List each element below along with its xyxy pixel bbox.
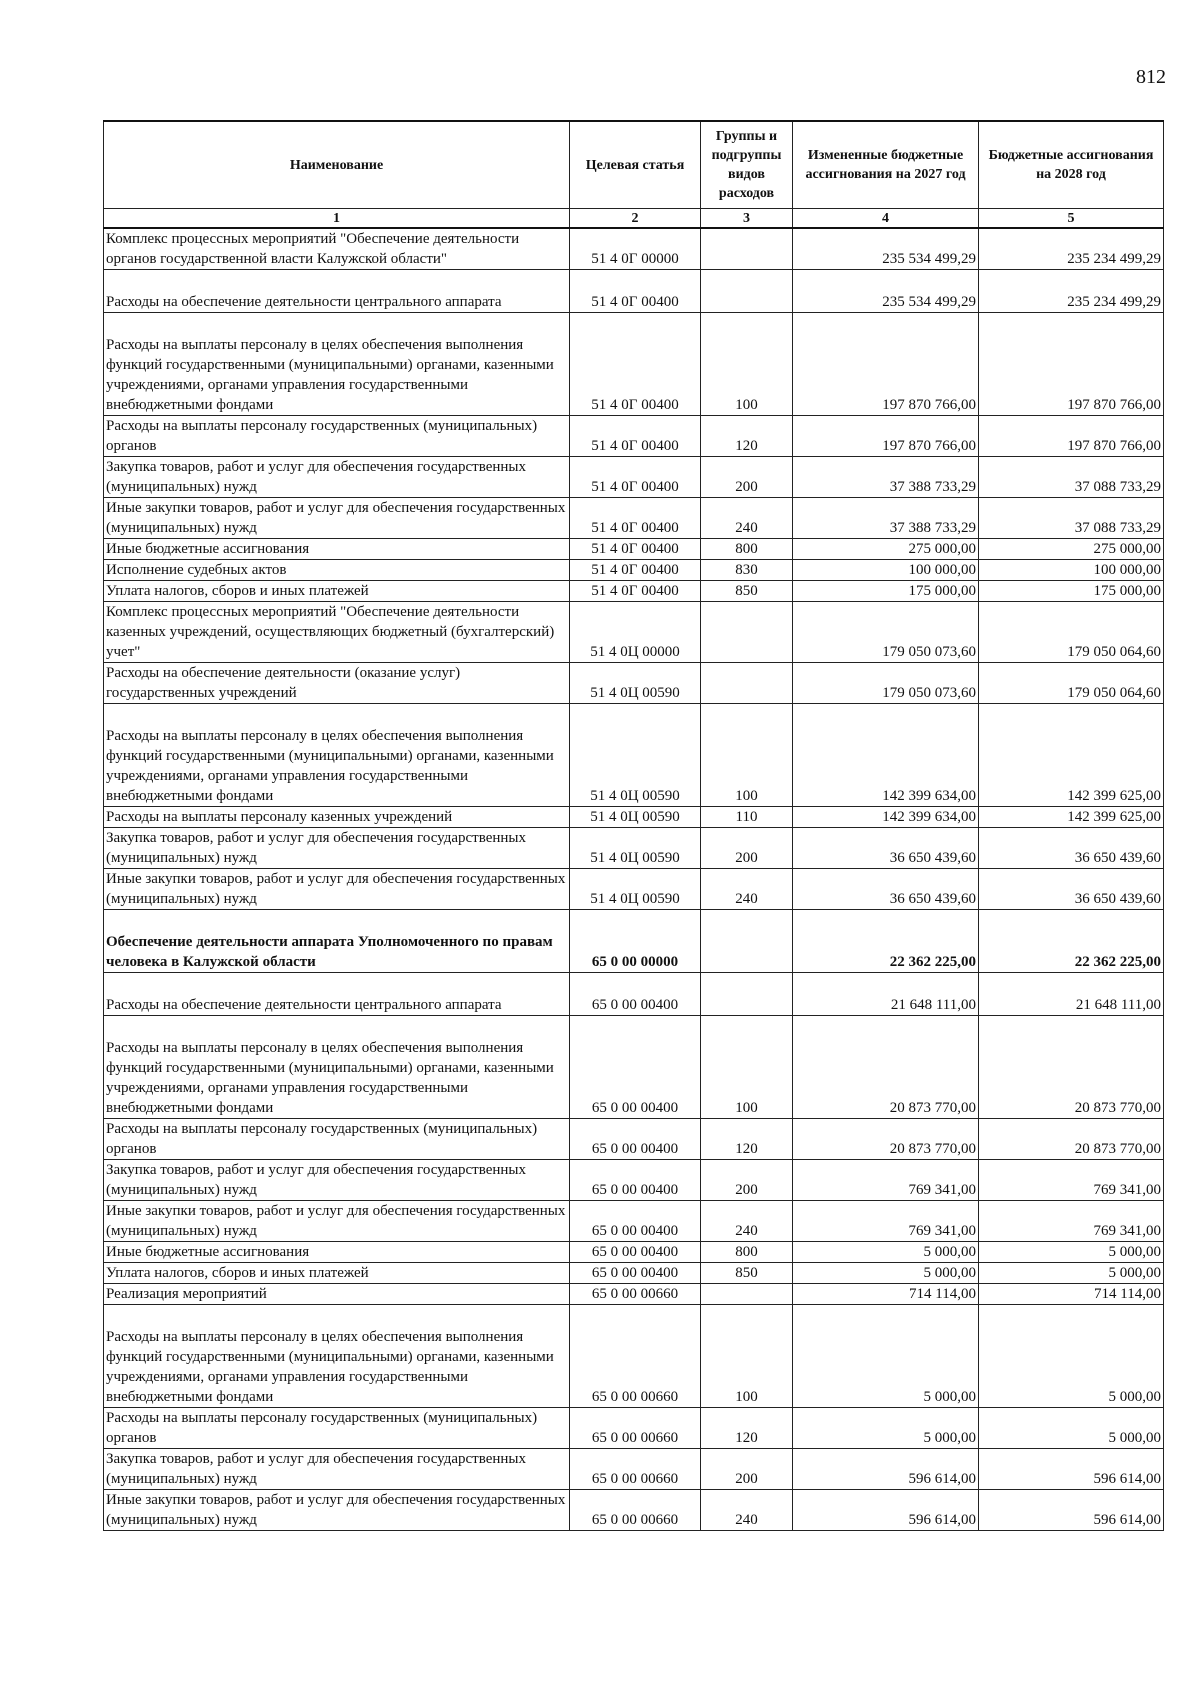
row-amount-2028: 142 399 625,00 [979,807,1164,828]
row-expense-group [701,910,793,973]
row-amount-2027: 179 050 073,60 [793,602,979,663]
row-name: Закупка товаров, работ и услуг для обеспечения государственных (муниципальных) нужд [104,457,570,498]
header-name: Наименование [104,121,570,209]
row-expense-group: 240 [701,1201,793,1242]
table-row [104,457,1164,498]
row-name: Расходы на выплаты персоналу в целях обеспечения выполнения функций государственными (муниципальными) органами, казенными учреждениями, органами управления государственными внебюджетными фондами [104,1305,570,1408]
table-row [104,1449,1164,1490]
table-row [104,704,1164,807]
row-expense-group: 120 [701,1119,793,1160]
table-row [104,1263,1164,1284]
row-target-article: 51 4 0Г 00400 [570,416,701,457]
row-expense-group: 800 [701,1242,793,1263]
row-name: Расходы на выплаты персоналу государственных (муниципальных) органов [104,1408,570,1449]
table-row [104,869,1164,910]
row-name: Расходы на выплаты персоналу в целях обеспечения выполнения функций государственными (муниципальными) органами, казенными учреждениями, органами управления государственными внебюджетными фондами [104,1016,570,1119]
row-name: Исполнение судебных актов [104,560,570,581]
header-num-1: 1 [104,209,570,229]
row-expense-group: 100 [701,313,793,416]
table-row [104,270,1164,313]
row-target-article: 65 0 00 00400 [570,1201,701,1242]
header-expense-groups: Группы и подгруппы видов расходов [701,121,793,209]
table-row [104,1160,1164,1201]
row-amount-2027: 175 000,00 [793,581,979,602]
row-amount-2027: 20 873 770,00 [793,1016,979,1119]
row-expense-group: 800 [701,539,793,560]
row-target-article: 51 4 0Ц 00590 [570,869,701,910]
table-row [104,1016,1164,1119]
row-amount-2028: 596 614,00 [979,1490,1164,1531]
row-amount-2028: 179 050 064,60 [979,602,1164,663]
row-amount-2028: 37 088 733,29 [979,498,1164,539]
row-name: Обеспечение деятельности аппарата Уполномоченного по правам человека в Калужской области [104,910,570,973]
budget-table [103,120,1164,1531]
row-amount-2027: 21 648 111,00 [793,973,979,1016]
row-amount-2027: 197 870 766,00 [793,313,979,416]
row-expense-group [701,663,793,704]
table-row [104,1305,1164,1408]
row-name: Иные бюджетные ассигнования [104,539,570,560]
row-amount-2027: 20 873 770,00 [793,1119,979,1160]
row-target-article: 65 0 00 00400 [570,1160,701,1201]
table-row [104,973,1164,1016]
table-row [104,1284,1164,1305]
row-amount-2028: 175 000,00 [979,581,1164,602]
row-amount-2027: 100 000,00 [793,560,979,581]
row-expense-group: 100 [701,704,793,807]
row-amount-2028: 142 399 625,00 [979,704,1164,807]
table-row [104,910,1164,973]
row-amount-2028: 275 000,00 [979,539,1164,560]
row-target-article: 51 4 0Г 00400 [570,498,701,539]
row-amount-2028: 714 114,00 [979,1284,1164,1305]
row-name: Реализация мероприятий [104,1284,570,1305]
row-amount-2027: 5 000,00 [793,1263,979,1284]
table-row [104,228,1164,270]
row-target-article: 65 0 00 00660 [570,1284,701,1305]
table-row [104,828,1164,869]
row-amount-2028: 769 341,00 [979,1201,1164,1242]
row-amount-2027: 769 341,00 [793,1201,979,1242]
row-name: Закупка товаров, работ и услуг для обеспечения государственных (муниципальных) нужд [104,828,570,869]
row-amount-2028: 5 000,00 [979,1408,1164,1449]
row-expense-group: 240 [701,498,793,539]
row-amount-2027: 769 341,00 [793,1160,979,1201]
row-amount-2027: 36 650 439,60 [793,869,979,910]
row-amount-2028: 235 234 499,29 [979,270,1164,313]
row-expense-group: 240 [701,869,793,910]
table-body [104,228,1164,1531]
header-num-4: 4 [793,209,979,229]
header-num-3: 3 [701,209,793,229]
table-row [104,498,1164,539]
row-target-article: 51 4 0Ц 00590 [570,807,701,828]
row-target-article: 51 4 0Г 00400 [570,539,701,560]
row-target-article: 51 4 0Ц 00590 [570,704,701,807]
header-2027: Измененные бюджетные ассигнования на 2027 год [793,121,979,209]
row-target-article: 65 0 00 00400 [570,1119,701,1160]
table-row [104,602,1164,663]
row-name: Иные закупки товаров, работ и услуг для обеспечения государственных (муниципальных) нужд [104,869,570,910]
row-target-article: 51 4 0Г 00400 [570,560,701,581]
row-amount-2028: 197 870 766,00 [979,313,1164,416]
row-amount-2027: 179 050 073,60 [793,663,979,704]
row-amount-2028: 20 873 770,00 [979,1016,1164,1119]
row-target-article: 65 0 00 00660 [570,1449,701,1490]
row-amount-2027: 142 399 634,00 [793,704,979,807]
row-name: Расходы на выплаты персоналу в целях обеспечения выполнения функций государственными (муниципальными) органами, казенными учреждениями, органами управления государственными внебюджетными фондами [104,704,570,807]
table-row [104,560,1164,581]
row-expense-group: 850 [701,1263,793,1284]
row-expense-group [701,973,793,1016]
page-number: 812 [1136,66,1166,88]
row-expense-group: 100 [701,1016,793,1119]
row-amount-2028: 22 362 225,00 [979,910,1164,973]
row-expense-group: 830 [701,560,793,581]
table-row [104,313,1164,416]
table-row [104,807,1164,828]
header-num-5: 5 [979,209,1164,229]
row-expense-group: 200 [701,1160,793,1201]
row-amount-2027: 5 000,00 [793,1408,979,1449]
row-name: Иные бюджетные ассигнования [104,1242,570,1263]
row-target-article: 65 0 00 00400 [570,1242,701,1263]
row-amount-2028: 596 614,00 [979,1449,1164,1490]
row-target-article: 51 4 0Ц 00590 [570,663,701,704]
row-target-article: 65 0 00 00000 [570,910,701,973]
row-amount-2028: 36 650 439,60 [979,869,1164,910]
table-row [104,416,1164,457]
row-amount-2028: 5 000,00 [979,1263,1164,1284]
row-name: Уплата налогов, сборов и иных платежей [104,581,570,602]
row-name: Расходы на выплаты персоналу казенных учреждений [104,807,570,828]
row-name: Расходы на выплаты персоналу государственных (муниципальных) органов [104,416,570,457]
row-target-article: 51 4 0Г 00400 [570,457,701,498]
row-target-article: 65 0 00 00660 [570,1490,701,1531]
row-amount-2028: 5 000,00 [979,1242,1164,1263]
header-2028: Бюджетные ассигнования на 2028 год [979,121,1164,209]
row-amount-2028: 769 341,00 [979,1160,1164,1201]
row-expense-group: 850 [701,581,793,602]
row-name: Расходы на обеспечение деятельности центрального аппарата [104,270,570,313]
row-amount-2027: 142 399 634,00 [793,807,979,828]
table-row [104,539,1164,560]
row-target-article: 65 0 00 00660 [570,1305,701,1408]
row-expense-group: 200 [701,1449,793,1490]
row-name: Иные закупки товаров, работ и услуг для обеспечения государственных (муниципальных) нужд [104,498,570,539]
row-amount-2027: 596 614,00 [793,1490,979,1531]
row-amount-2028: 179 050 064,60 [979,663,1164,704]
table-row [104,1119,1164,1160]
row-name: Закупка товаров, работ и услуг для обеспечения государственных (муниципальных) нужд [104,1449,570,1490]
row-target-article: 65 0 00 00400 [570,1016,701,1119]
row-target-article: 51 4 0Г 00000 [570,228,701,270]
row-amount-2027: 197 870 766,00 [793,416,979,457]
row-target-article: 51 4 0Ц 00000 [570,602,701,663]
row-amount-2028: 21 648 111,00 [979,973,1164,1016]
row-expense-group [701,602,793,663]
header-target-article: Целевая статья [570,121,701,209]
row-expense-group: 120 [701,1408,793,1449]
row-amount-2027: 22 362 225,00 [793,910,979,973]
row-expense-group: 200 [701,828,793,869]
row-expense-group [701,1284,793,1305]
row-amount-2028: 235 234 499,29 [979,228,1164,270]
row-expense-group: 240 [701,1490,793,1531]
table-row [104,1490,1164,1531]
row-amount-2028: 5 000,00 [979,1305,1164,1408]
table-row [104,581,1164,602]
row-amount-2028: 197 870 766,00 [979,416,1164,457]
row-target-article: 51 4 0Г 00400 [570,313,701,416]
row-amount-2027: 37 388 733,29 [793,498,979,539]
row-name: Комплекс процессных мероприятий "Обеспечение деятельности казенных учреждений, осуществляющих бюджетный (бухгалтерский) учет" [104,602,570,663]
table-row [104,1408,1164,1449]
row-name: Иные закупки товаров, работ и услуг для обеспечения государственных (муниципальных) нужд [104,1490,570,1531]
row-target-article: 65 0 00 00400 [570,973,701,1016]
row-name: Комплекс процессных мероприятий "Обеспечение деятельности органов государственной власти Калужской области" [104,228,570,270]
row-amount-2028: 36 650 439,60 [979,828,1164,869]
row-name: Уплата налогов, сборов и иных платежей [104,1263,570,1284]
row-expense-group [701,228,793,270]
row-amount-2027: 596 614,00 [793,1449,979,1490]
row-expense-group [701,270,793,313]
row-amount-2027: 235 534 499,29 [793,270,979,313]
row-name: Расходы на выплаты персоналу государственных (муниципальных) органов [104,1119,570,1160]
row-target-article: 51 4 0Г 00400 [570,581,701,602]
table-row [104,1242,1164,1263]
row-expense-group: 120 [701,416,793,457]
table-row [104,663,1164,704]
header-num-2: 2 [570,209,701,229]
row-name: Расходы на обеспечение деятельности центрального аппарата [104,973,570,1016]
row-target-article: 65 0 00 00660 [570,1408,701,1449]
row-name: Закупка товаров, работ и услуг для обеспечения государственных (муниципальных) нужд [104,1160,570,1201]
row-expense-group: 110 [701,807,793,828]
row-target-article: 65 0 00 00400 [570,1263,701,1284]
row-amount-2028: 37 088 733,29 [979,457,1164,498]
row-name: Расходы на выплаты персоналу в целях обеспечения выполнения функций государственными (муниципальными) органами, казенными учреждениями, органами управления государственными внебюджетными фондами [104,313,570,416]
row-name: Иные закупки товаров, работ и услуг для обеспечения государственных (муниципальных) нужд [104,1201,570,1242]
row-amount-2027: 714 114,00 [793,1284,979,1305]
row-amount-2027: 37 388 733,29 [793,457,979,498]
row-expense-group: 200 [701,457,793,498]
row-amount-2028: 100 000,00 [979,560,1164,581]
row-target-article: 51 4 0Г 00400 [570,270,701,313]
table-row [104,1201,1164,1242]
row-name: Расходы на обеспечение деятельности (оказание услуг) государственных учреждений [104,663,570,704]
row-amount-2028: 20 873 770,00 [979,1119,1164,1160]
row-amount-2027: 5 000,00 [793,1242,979,1263]
row-amount-2027: 275 000,00 [793,539,979,560]
row-target-article: 51 4 0Ц 00590 [570,828,701,869]
row-amount-2027: 5 000,00 [793,1305,979,1408]
row-expense-group: 100 [701,1305,793,1408]
row-amount-2027: 36 650 439,60 [793,828,979,869]
row-amount-2027: 235 534 499,29 [793,228,979,270]
